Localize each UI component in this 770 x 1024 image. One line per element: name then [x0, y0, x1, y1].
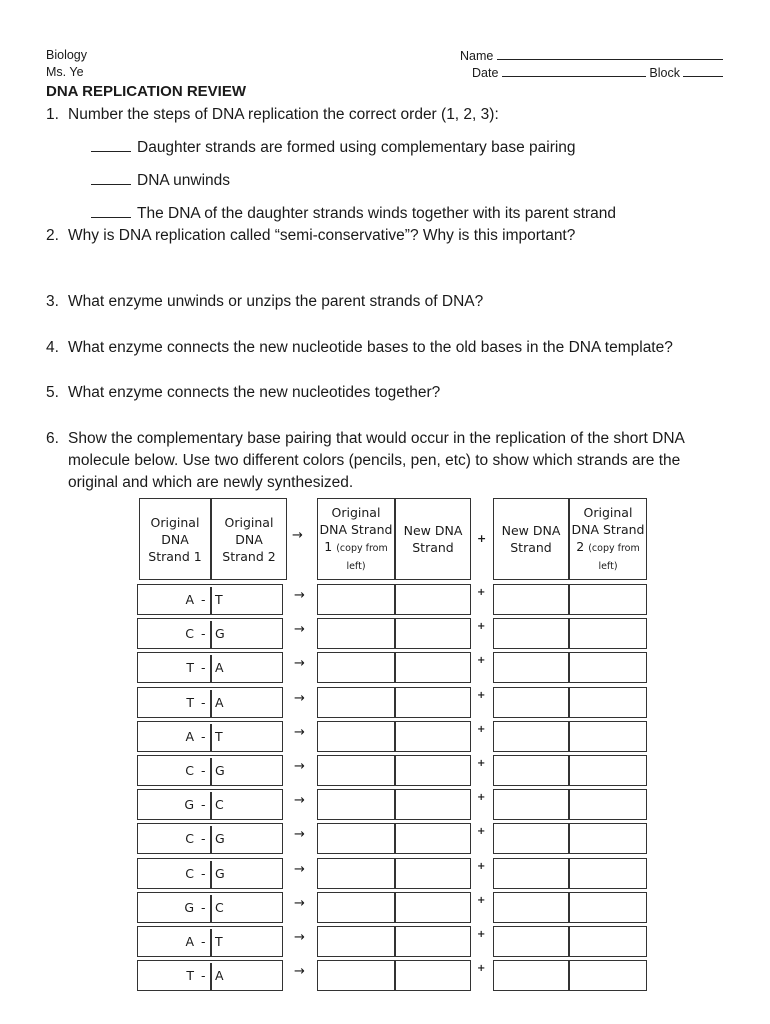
- original-copy-2-cell[interactable]: [569, 823, 647, 854]
- pair-divider: [210, 690, 212, 717]
- new-strand-2-cell[interactable]: [493, 858, 569, 889]
- new-strand-2-cell[interactable]: [493, 618, 569, 649]
- strand-1-base: C: [185, 866, 194, 881]
- pair-divider: [210, 895, 212, 922]
- question-number: 2.: [46, 227, 59, 244]
- question-number: 5.: [46, 384, 59, 401]
- pair-dash: -: [201, 797, 206, 812]
- new-strand-1-cell[interactable]: [395, 755, 471, 786]
- header-plus: +: [477, 532, 487, 545]
- table-row: [137, 618, 647, 649]
- original-copy-2-cell[interactable]: [569, 618, 647, 649]
- question-6: [46, 428, 756, 494]
- strand-1-base: C: [185, 763, 194, 778]
- strand-1-base: C: [185, 626, 194, 641]
- row-plus: +: [477, 587, 486, 598]
- row-arrow: →: [294, 896, 305, 911]
- row-plus: +: [477, 690, 486, 701]
- original-copy-2-cell[interactable]: [569, 960, 647, 991]
- header-new-strand-1: New DNA Strand: [395, 498, 471, 580]
- table-row: [137, 652, 647, 683]
- original-copy-2-cell[interactable]: [569, 926, 647, 957]
- new-strand-1-cell[interactable]: [395, 960, 471, 991]
- block-blank[interactable]: [683, 65, 723, 77]
- strand-2-base: G: [215, 763, 225, 778]
- original-copy-2-cell[interactable]: [569, 789, 647, 820]
- row-arrow: →: [294, 656, 305, 671]
- pair-divider: [210, 758, 212, 785]
- row-plus: +: [477, 826, 486, 837]
- date-label: Date: [472, 66, 499, 80]
- question-text: What enzyme connects the new nucleotides together?: [68, 384, 441, 401]
- question-text: What enzyme connects the new nucleotide bases to the old bases in the DNA template?: [68, 339, 673, 356]
- block-label: Block: [649, 66, 680, 80]
- row-arrow: →: [294, 964, 305, 979]
- pair-divider: [210, 724, 212, 751]
- original-copy-1-cell[interactable]: [317, 687, 395, 718]
- date-block-field[interactable]: [472, 65, 723, 80]
- pair-divider: [210, 929, 212, 956]
- table-row: [137, 789, 647, 820]
- strand-1-base: T: [186, 968, 194, 983]
- question-number: 4.: [46, 339, 59, 356]
- pair-divider: [210, 621, 212, 648]
- new-strand-1-cell[interactable]: [395, 721, 471, 752]
- strand-1-base: G: [184, 900, 194, 915]
- step-item: [91, 203, 616, 223]
- strand-2-base: T: [215, 934, 223, 949]
- table-row: [137, 892, 647, 923]
- strand-2-base: C: [215, 797, 224, 812]
- pair-dash: -: [201, 934, 206, 949]
- new-strand-1-cell[interactable]: [395, 789, 471, 820]
- question-number: 6.: [46, 430, 59, 447]
- new-strand-1-cell[interactable]: [395, 823, 471, 854]
- new-strand-1-cell[interactable]: [395, 892, 471, 923]
- date-blank[interactable]: [502, 65, 646, 77]
- name-label: Name: [460, 49, 494, 63]
- step-text: The DNA of the daughter strands winds together with its parent strand: [137, 205, 617, 222]
- original-copy-1-cell[interactable]: [317, 960, 395, 991]
- base-pair-cell: [137, 789, 283, 820]
- table-row: [137, 721, 647, 752]
- pair-divider: [210, 655, 212, 682]
- pair-dash: -: [201, 763, 206, 778]
- strand-1-base: T: [186, 695, 194, 710]
- pair-divider: [210, 963, 212, 990]
- strand-1-base: A: [185, 729, 194, 744]
- row-plus: +: [477, 861, 486, 872]
- strand-2-base: G: [215, 626, 225, 641]
- row-plus: +: [477, 758, 486, 769]
- step-item: [91, 170, 230, 190]
- new-strand-1-cell[interactable]: [395, 652, 471, 683]
- row-plus: +: [477, 621, 486, 632]
- row-arrow: →: [294, 588, 305, 603]
- row-plus: +: [477, 792, 486, 803]
- original-copy-2-cell[interactable]: [569, 858, 647, 889]
- name-field[interactable]: [460, 48, 723, 63]
- page-title: DNA REPLICATION REVIEW: [46, 83, 247, 100]
- row-arrow: →: [294, 725, 305, 740]
- pair-divider: [210, 587, 212, 614]
- question-text-line: molecule below. Use two different colors (pencils, pen, etc) to show which strands are the: [68, 452, 681, 469]
- original-copy-2-cell[interactable]: [569, 892, 647, 923]
- new-strand-2-cell[interactable]: [493, 926, 569, 957]
- table-row: [137, 584, 647, 615]
- new-strand-2-cell[interactable]: [493, 892, 569, 923]
- row-arrow: →: [294, 622, 305, 637]
- question-text: What enzyme unwinds or unzips the parent strands of DNA?: [68, 293, 484, 310]
- pair-divider: [210, 792, 212, 819]
- strand-2-base: A: [215, 660, 224, 675]
- pair-dash: -: [201, 592, 206, 607]
- table-row: [137, 823, 647, 854]
- base-pair-cell: [137, 960, 283, 991]
- original-copy-2-cell[interactable]: [569, 687, 647, 718]
- original-copy-1-cell[interactable]: [317, 652, 395, 683]
- step-text: Daughter strands are formed using complementary base pairing: [137, 139, 576, 156]
- original-copy-1-cell[interactable]: [317, 721, 395, 752]
- new-strand-2-cell[interactable]: [493, 755, 569, 786]
- strand-2-base: G: [215, 866, 225, 881]
- new-strand-1-cell[interactable]: [395, 618, 471, 649]
- new-strand-2-cell[interactable]: [493, 652, 569, 683]
- new-strand-2-cell[interactable]: [493, 584, 569, 615]
- row-arrow: →: [294, 759, 305, 774]
- new-strand-1-cell[interactable]: [395, 687, 471, 718]
- table-row: [137, 858, 647, 889]
- header-arrow: →: [292, 528, 303, 543]
- pair-dash: -: [201, 866, 206, 881]
- original-copy-1-cell[interactable]: [317, 755, 395, 786]
- strand-2-base: C: [215, 900, 224, 915]
- step-blank[interactable]: [91, 170, 131, 185]
- base-pair-cell: [137, 858, 283, 889]
- question-text-line: Show the complementary base pairing that would occur in the replication of the short DNA: [68, 430, 685, 447]
- base-pair-cell: [137, 892, 283, 923]
- base-pair-cell: [137, 926, 283, 957]
- header-original-strand-2: Original DNA Strand 2: [211, 498, 287, 580]
- new-strand-2-cell[interactable]: [493, 687, 569, 718]
- row-arrow: →: [294, 793, 305, 808]
- new-strand-2-cell[interactable]: [493, 960, 569, 991]
- original-copy-1-cell[interactable]: [317, 926, 395, 957]
- row-arrow: →: [294, 930, 305, 945]
- strand-1-base: T: [186, 660, 194, 675]
- name-blank[interactable]: [497, 48, 723, 60]
- pair-dash: -: [201, 968, 206, 983]
- pair-dash: -: [201, 660, 206, 675]
- header-original-copy-1: Original DNA Strand 1 (copy from left): [317, 498, 395, 580]
- step-text: DNA unwinds: [137, 172, 231, 189]
- pair-dash: -: [201, 695, 206, 710]
- step-item: [91, 137, 576, 157]
- question-text-line: original and which are newly synthesized.: [68, 474, 354, 491]
- base-pair-cell: [137, 721, 283, 752]
- row-arrow: →: [294, 827, 305, 842]
- pair-dash: -: [201, 900, 206, 915]
- subject-label: Biology: [46, 48, 87, 62]
- strand-2-base: G: [215, 831, 225, 846]
- base-pair-cell: [137, 584, 283, 615]
- table-row: [137, 926, 647, 957]
- row-arrow: →: [294, 691, 305, 706]
- header-new-strand-2: New DNA Strand: [493, 498, 569, 580]
- teacher-label: Ms. Ye: [46, 65, 84, 79]
- header-original-copy-2: Original DNA Strand 2 (copy from left): [569, 498, 647, 580]
- question-text: Number the steps of DNA replication the correct order (1, 2, 3):: [68, 106, 499, 123]
- row-plus: +: [477, 963, 486, 974]
- step-blank[interactable]: [91, 137, 131, 152]
- new-strand-2-cell[interactable]: [493, 789, 569, 820]
- strand-2-base: A: [215, 695, 224, 710]
- new-strand-2-cell[interactable]: [493, 721, 569, 752]
- row-plus: +: [477, 895, 486, 906]
- base-pair-cell: [137, 823, 283, 854]
- strand-1-base: A: [185, 592, 194, 607]
- strand-2-base: A: [215, 968, 224, 983]
- row-arrow: →: [294, 862, 305, 877]
- original-copy-1-cell[interactable]: [317, 789, 395, 820]
- strand-2-base: T: [215, 592, 223, 607]
- table-row: [137, 687, 647, 718]
- base-pair-cell: [137, 618, 283, 649]
- original-copy-2-cell[interactable]: [569, 584, 647, 615]
- base-pair-cell: [137, 652, 283, 683]
- header-original-strand-1: Original DNA Strand 1: [139, 498, 211, 580]
- original-copy-1-cell[interactable]: [317, 584, 395, 615]
- base-pairing-table: [137, 498, 647, 994]
- new-strand-1-cell[interactable]: [395, 858, 471, 889]
- row-plus: +: [477, 724, 486, 735]
- original-copy-2-cell[interactable]: [569, 721, 647, 752]
- base-pair-cell: [137, 687, 283, 718]
- original-copy-1-cell[interactable]: [317, 892, 395, 923]
- base-pair-cell: [137, 755, 283, 786]
- new-strand-1-cell[interactable]: [395, 584, 471, 615]
- strand-1-base: G: [184, 797, 194, 812]
- question-text: Why is DNA replication called “semi-conservative”? Why is this important?: [68, 227, 576, 244]
- pair-divider: [210, 826, 212, 853]
- pair-dash: -: [201, 831, 206, 846]
- original-copy-2-cell[interactable]: [569, 755, 647, 786]
- new-strand-2-cell[interactable]: [493, 823, 569, 854]
- new-strand-1-cell[interactable]: [395, 926, 471, 957]
- table-row: [137, 960, 647, 991]
- original-copy-1-cell[interactable]: [317, 823, 395, 854]
- original-copy-2-cell[interactable]: [569, 652, 647, 683]
- strand-2-base: T: [215, 729, 223, 744]
- table-row: [137, 755, 647, 786]
- strand-1-base: C: [185, 831, 194, 846]
- pair-dash: -: [201, 626, 206, 641]
- question-number: 1.: [46, 106, 59, 123]
- original-copy-1-cell[interactable]: [317, 858, 395, 889]
- pair-divider: [210, 861, 212, 888]
- pair-dash: -: [201, 729, 206, 744]
- strand-1-base: A: [185, 934, 194, 949]
- row-plus: +: [477, 655, 486, 666]
- original-copy-1-cell[interactable]: [317, 618, 395, 649]
- question-number: 3.: [46, 293, 59, 310]
- row-plus: +: [477, 929, 486, 940]
- step-blank[interactable]: [91, 203, 131, 218]
